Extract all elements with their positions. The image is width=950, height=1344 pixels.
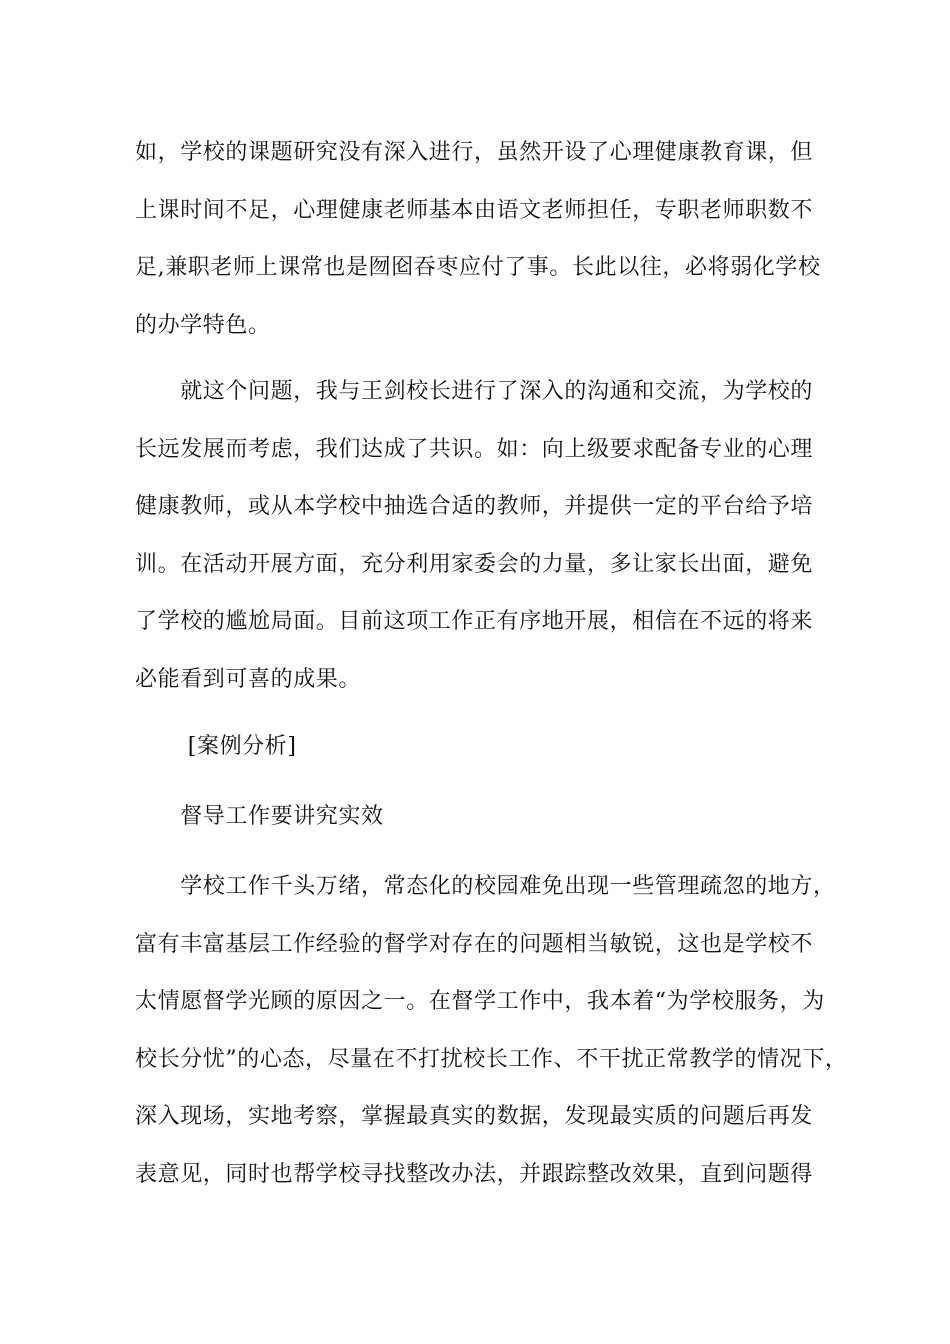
text-line: 训。在活动开展方面，充分利用家委会的力量，多让家长出面，避免 [135,551,814,577]
text-line: 校长分忧”的心态，尽量在不打扰校长工作、不干扰正常教学的情况下， [135,1046,848,1072]
text-line: 了学校的尴尬局面。目前这项工作正有序地开展，相信在不远的将来 [135,609,814,634]
text-line: 就这个问题，我与王剑校长进行了深入的沟通和交流，为学校的 [135,379,814,404]
text-line: 的办学特色。 [135,312,271,338]
text-line: 必能看到可喜的成果。 [135,666,362,692]
text-line: 如，学校的课题研究没有深入进行，虽然开设了心理健康教育课，但 [135,140,814,165]
section-label: [案例分析] [135,734,297,759]
case-analysis-heading [135,718,835,776]
text-line: 富有丰富基层工作经验的督学对存在的问题相当敏锐，这也是学校不 [135,931,814,957]
text-line: 长远发展而考虑，我们达成了共识。如：向上级要求配备专业的心理 [135,436,814,462]
text-line: 上课时间不足，心理健康老师基本由语文老师担任，专职老师职数不 [135,197,814,223]
text-line: 学校工作千头万绪，常态化的校园难免出现一些管理疏忽的地方， [135,874,836,899]
text-line: 深入现场，实地考察，掌握最真实的数据，发现最实质的问题后再发 [135,1104,814,1129]
paragraph-1 [135,124,835,354]
text-line: 表意见，同时也帮学校寻找整改办法，并跟踪整改效果，直到问题得 [135,1161,814,1187]
section-title [135,788,835,846]
paragraph-2 [135,363,835,708]
text-line: 太情愿督学光顾的原因之一。在督学工作中，我本着“为学校服务，为 [135,989,825,1014]
text-line: 健康教师，或从本学校中抽选合适的教师，并提供一定的平台给予培 [135,494,814,519]
paragraph-3 [135,858,848,1203]
section-title-text: 督导工作要讲究实效 [135,804,384,829]
text-line: 足,兼职老师上课常也是囫囵吞枣应付了事。长此以往，必将弱化学校 [135,255,821,280]
